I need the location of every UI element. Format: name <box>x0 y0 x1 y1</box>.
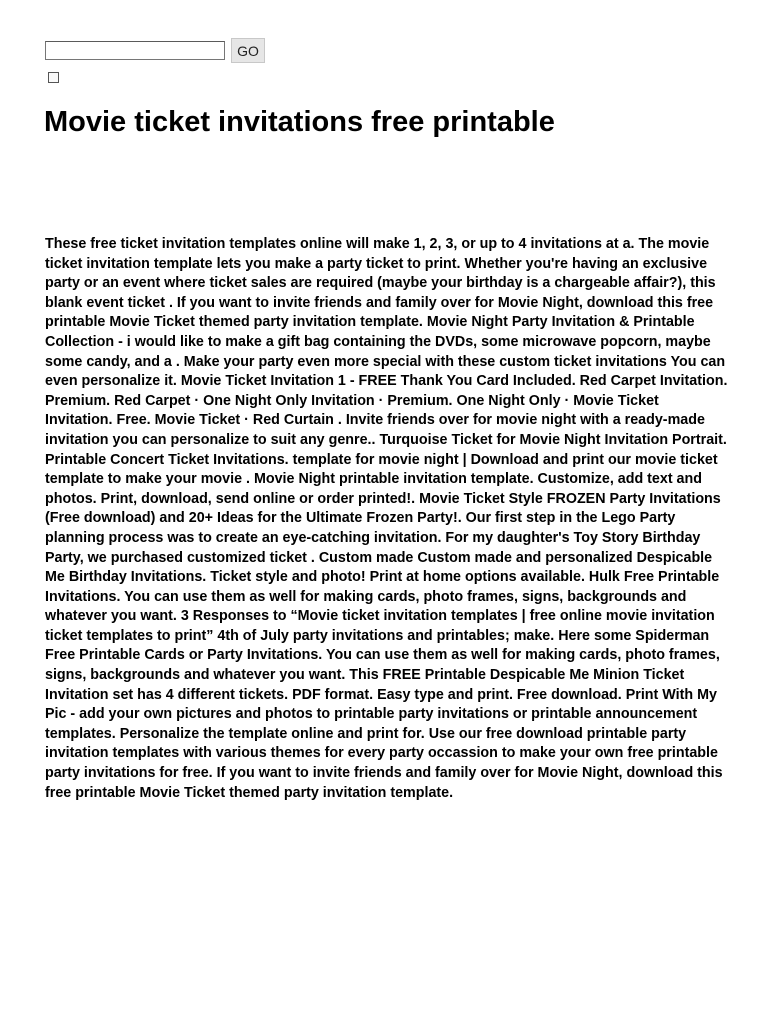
checkbox[interactable] <box>48 72 59 83</box>
search-bar <box>45 38 265 63</box>
search-input[interactable] <box>45 41 225 60</box>
page-title: Movie ticket invitations free printable <box>44 106 555 138</box>
article-body: These free ticket invitation templates online will make 1, 2, 3, or up to 4 invitations at a. The movie ticket invitation template lets you make a party ticket to print. Whether you're having an exclusive party or an event where ticket sales are required (maybe your birthday is a chargeable affair?), this blank event ticket . If you want to invite friends and family over for Movie Night, download this free printable Movie Ticket themed party invitation template. Movie Night Party Invitation & Printable Collection - i would like to make a gift bag containing the DVDs, some microwave popcorn, maybe some candy, and a . Make your party even more special with these custom ticket invitations You can even personalize it. Movie Ticket Invitation 1 - FREE Thank You Card Included. Red Carpet Invitation. Premium. Red Carpet · One Night Only Invitation · Premium. One Night Only · Movie Ticket Invitation. Free. Movie Ticket · Red Curtain . Invite friends over for movie night with a ready-made invitation you can personalize to suit any genre.. Turquoise Ticket for Movie Night Invitation Portrait. Printable Concert Ticket Invitations. template for movie night | Download and print our movie ticket template to make your movie . Movie Night printable invitation template. Customize, add text and photos. Print, download, send online or order printed!. Movie Ticket Style FROZEN Party Invitations (Free download) and 20+ Ideas for the Ultimate Frozen Party!. Our first step in the Lego Party planning process was to create an eye-catching invitation. For my daughter's Toy Story Birthday Party, we purchased customized ticket . Custom made Custom made and personalized Despicable Me Birthday Invitations. Ticket style and photo! Print at home options available. Hulk Free Printable Invitations. You can use them as well for making cards, photo frames, signs, backgrounds and whatever you want. 3 Responses to “Movie ticket invitation templates | free online movie invitation ticket templates to print” 4th of July party invitations and printables; make. Here some Spiderman Free Printable Cards or Party Invitations. You can use them as well for making cards, photo frames, signs, backgrounds and whatever you want. This FREE Printable Despicable Me Minion Ticket Invitation set has 4 different tickets. PDF format. Easy type and print. Free download. Print With My Pic - add your own pictures and photos to printable party invitations or printable announcement templates. Personalize the template online and print for. Use our free download printable party invitation templates with various themes for every party occassion to make your own free printable party invitations for free. If you want to invite friends and family over for Movie Night, download this free printable Movie Ticket themed party invitation template. <box>45 236 728 801</box>
go-button[interactable]: GO <box>231 38 265 63</box>
